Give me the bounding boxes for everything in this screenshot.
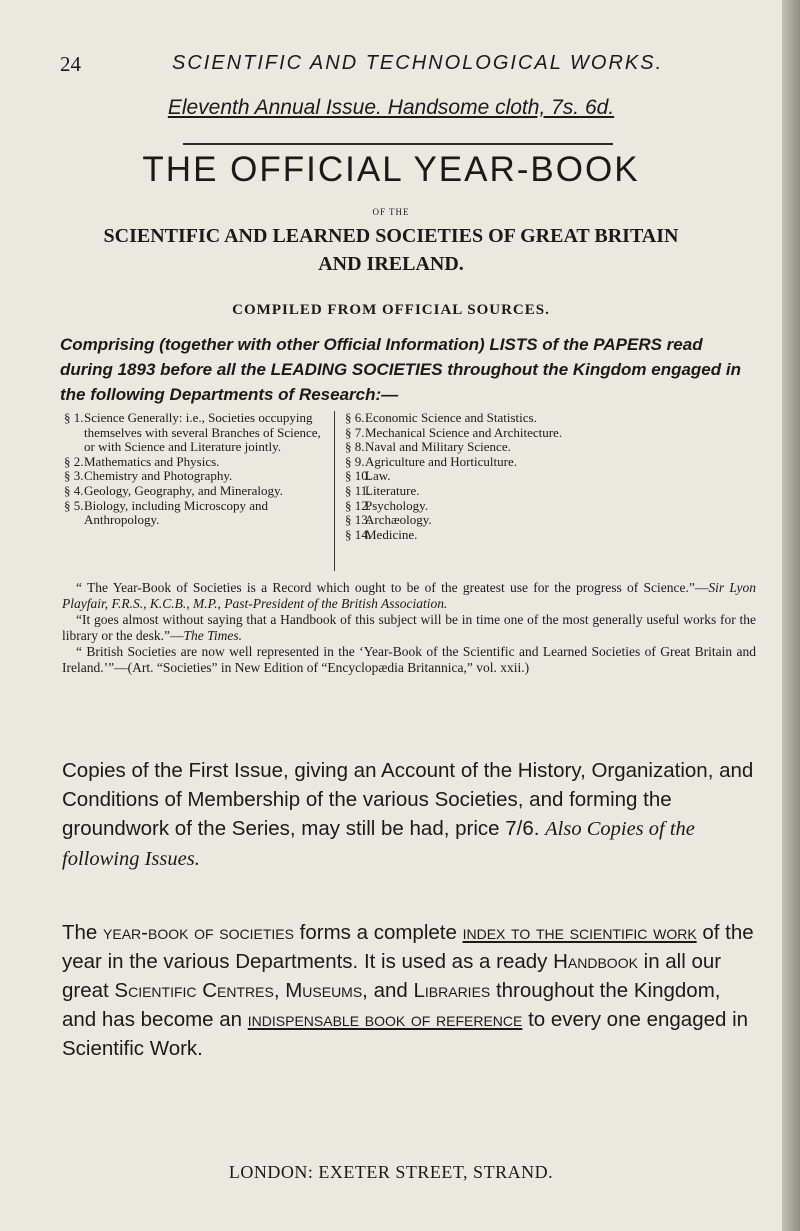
subtitle: [0, 222, 782, 278]
department-item: [345, 469, 745, 484]
section-label: Archæology.: [365, 512, 432, 528]
department-item: [64, 411, 324, 455]
department-item: [345, 411, 745, 426]
department-item: [345, 484, 745, 499]
column-divider: [334, 411, 335, 571]
quote-playfair: “ The Year-Book of Societies is a Record which ought to be of the greatest use for the progress of Science.”—Sir Lyon Playfair, F.R.S., K.C.B., M.P., Past-President of the British Association.: [62, 580, 756, 611]
quote-britannica: “ British Societies are now well represented in the ‘Year-Book of the Scientific and Learned Societies of Great Britain and Ireland.’”—(Art. “Societies” in New Edition of “Encyclopædia Britannica,” vol. xxii.): [62, 644, 756, 675]
section-label: Chemistry and Photography.: [84, 468, 233, 484]
section-number: § 11.: [345, 482, 371, 498]
issue-text: Eleventh Annual Issue. Handsome cloth, 7s. 6d.: [167, 96, 615, 119]
department-item: [345, 440, 745, 455]
section-number: § 5.: [64, 497, 84, 513]
section-number: § 6.: [345, 410, 365, 425]
quote-times: “It goes almost without saying that a Handbook of this subject will be in time one of the most generally useful works for the library or the desk.”—The Times.: [62, 612, 756, 643]
department-item: [345, 499, 745, 514]
section-number: § 14.: [345, 526, 371, 542]
department-item: [345, 455, 745, 470]
section-label: Agriculture and Horticulture.: [365, 453, 517, 469]
section-label: Science Generally: i.e., Societies occupying themselves with several Branches of Science, or with Science and Literature jointly.: [84, 410, 321, 455]
section-number: § 10.: [345, 468, 371, 484]
issue-line: [0, 96, 782, 120]
departments-right-column: [345, 411, 745, 542]
of-the-label: OF THE: [372, 207, 410, 217]
department-item: [64, 469, 324, 484]
section-number: § 13.: [345, 512, 371, 528]
publisher-address: LONDON: EXETER STREET, STRAND.: [228, 1162, 554, 1182]
section-label: Naval and Military Science.: [365, 439, 511, 455]
comprising-paragraph: Comprising (together with other Official Information) LISTS of the PAPERS read during 1893 before all the LEADING SOCIETIES throughout the Kingdom engaged in the following Departments of Research:—: [60, 335, 741, 404]
department-item: [345, 513, 745, 528]
title-rule: [183, 143, 613, 145]
yearbook-paragraph: The year-book of societies forms a complete index to the scientific work of the year in the various Departments. It is used as a ready Handbook in all our great Scientific Centres, Museums, and Libraries throughout the Kingdom, and has become an indispensable book of reference to every one engaged in Scientific Work.: [62, 921, 754, 1060]
section-number: § 7.: [345, 424, 365, 440]
press-quotes: [62, 580, 756, 676]
also-copies: Also Copies of the following Issues.: [62, 818, 695, 870]
section-number: § 1.: [64, 410, 84, 425]
section-number: § 9.: [345, 453, 365, 469]
section-label: Geology, Geography, and Mineralogy.: [84, 482, 283, 498]
subtitle-line-1: SCIENTIFIC AND LEARNED SOCIETIES OF GREAT BRITAIN: [103, 225, 679, 247]
page-edge: [782, 0, 800, 1231]
department-item: [345, 528, 745, 543]
section-number: § 2.: [64, 453, 84, 469]
section-label: Law.: [365, 468, 391, 484]
section-label: Medicine.: [365, 526, 418, 542]
section-label: Literature.: [365, 482, 420, 498]
section-label: Biology, including Microscopy and Anthropology.: [84, 497, 269, 528]
copies-paragraph: Copies of the First Issue, giving an Account of the History, Organization, and Conditions of Membership of the various Societies, and forming the groundwork of the Series, may still be had, price 7/6. Also Copies of the following Issues.: [62, 759, 754, 870]
section-number: § 4.: [64, 482, 84, 498]
section-number: § 8.: [345, 439, 365, 455]
department-item: [64, 484, 324, 499]
department-item: [345, 426, 745, 441]
subtitle-line-2: AND IRELAND.: [318, 253, 464, 275]
main-title: THE OFFICIAL YEAR-BOOK: [142, 150, 640, 189]
department-item: [64, 499, 324, 528]
compiled-line: COMPILED FROM OFFICIAL SOURCES.: [232, 302, 550, 318]
departments-left-column: [64, 411, 324, 528]
section-label: Psychology.: [365, 497, 429, 513]
page-number: 24: [60, 52, 81, 76]
department-item: [64, 455, 324, 470]
running-title: SCIENTIFIC AND TECHNOLOGICAL WORKS.: [172, 52, 664, 74]
section-number: § 3.: [64, 468, 84, 484]
section-label: Mathematics and Physics.: [84, 453, 220, 469]
page-header: [60, 52, 760, 80]
section-label: Mechanical Science and Architecture.: [365, 424, 563, 440]
section-number: § 12.: [345, 497, 371, 513]
section-label: Economic Science and Statistics.: [365, 410, 537, 425]
